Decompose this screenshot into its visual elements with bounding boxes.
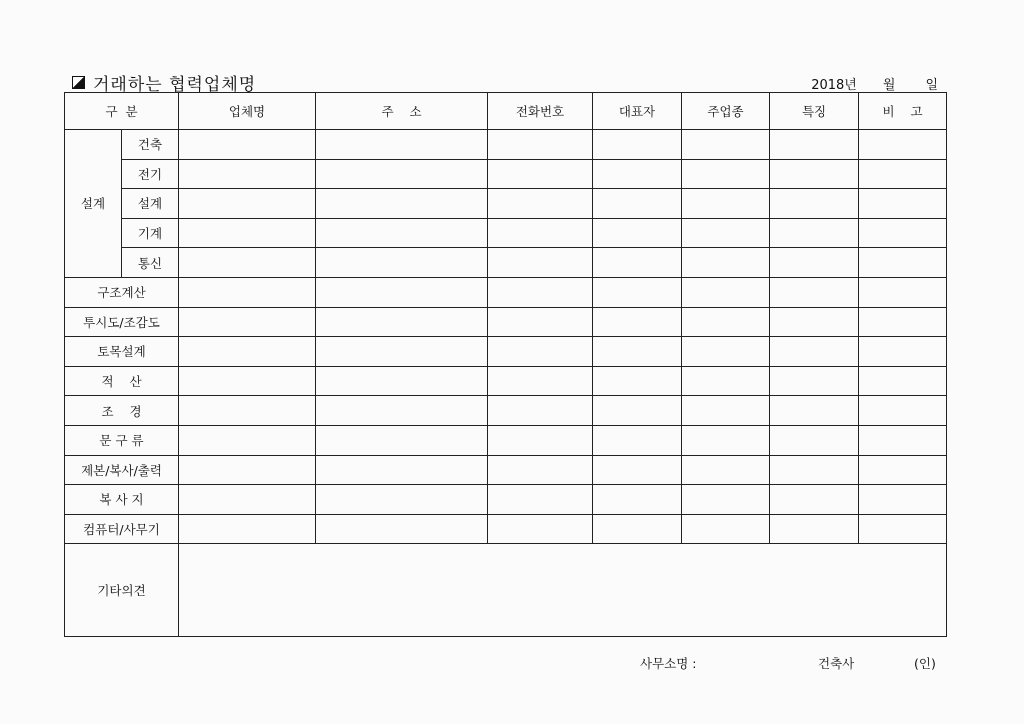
cell[interactable] [179, 514, 316, 544]
cell[interactable] [179, 485, 316, 515]
cell[interactable] [488, 425, 593, 455]
col-header-category: 구 분 [65, 93, 179, 130]
cell[interactable] [682, 485, 770, 515]
cell[interactable] [682, 218, 770, 248]
cell[interactable] [488, 514, 593, 544]
cell[interactable] [316, 396, 488, 426]
row-label: 문 구 류 [65, 425, 179, 455]
cell[interactable] [179, 425, 316, 455]
cell[interactable] [682, 277, 770, 307]
cell[interactable] [316, 277, 488, 307]
row-label: 투시도/조감도 [65, 307, 179, 337]
cell[interactable] [488, 337, 593, 367]
cell[interactable] [316, 189, 488, 219]
cell[interactable] [682, 425, 770, 455]
cell[interactable] [316, 425, 488, 455]
cell[interactable] [770, 485, 859, 515]
cell[interactable] [770, 218, 859, 248]
table-row [65, 277, 947, 307]
partner-table [64, 92, 947, 637]
col-header-note: 비 고 [859, 93, 947, 130]
cell[interactable] [488, 485, 593, 515]
table-row [65, 485, 947, 515]
col-header-address: 주 소 [316, 93, 488, 130]
cell[interactable] [859, 218, 947, 248]
row-label: 조 경 [65, 396, 179, 426]
col-header-company: 업체명 [179, 93, 316, 130]
cell[interactable] [316, 218, 488, 248]
cell[interactable] [316, 307, 488, 337]
cell[interactable] [682, 159, 770, 189]
row-label: 컴퓨터/사무기 [65, 514, 179, 544]
other-opinion-row [65, 544, 947, 637]
row-label: 설계 [122, 189, 179, 219]
cell[interactable] [488, 218, 593, 248]
row-label: 토목설계 [65, 337, 179, 367]
cell[interactable] [179, 366, 316, 396]
cell[interactable] [859, 277, 947, 307]
row-label: 전기 [122, 159, 179, 189]
date-month: 월 [882, 78, 896, 93]
date-line [811, 74, 938, 93]
table-row [65, 248, 947, 278]
cell[interactable] [488, 307, 593, 337]
table-row [65, 514, 947, 544]
table-row [65, 307, 947, 337]
cell[interactable] [859, 189, 947, 219]
row-label: 구조계산 [65, 277, 179, 307]
cell[interactable] [859, 159, 947, 189]
cell[interactable] [593, 307, 682, 337]
cell[interactable] [682, 514, 770, 544]
table-row [65, 130, 947, 160]
cell[interactable] [488, 159, 593, 189]
col-header-feature: 특징 [770, 93, 859, 130]
cell[interactable] [316, 159, 488, 189]
cell[interactable] [859, 130, 947, 160]
other-opinion-field[interactable] [179, 544, 947, 637]
cell[interactable] [488, 366, 593, 396]
cell[interactable] [593, 277, 682, 307]
cell[interactable] [593, 159, 682, 189]
cell[interactable] [682, 307, 770, 337]
cell[interactable] [859, 425, 947, 455]
cell[interactable] [179, 218, 316, 248]
cell[interactable] [770, 337, 859, 367]
other-opinion-label: 기타의견 [65, 544, 179, 637]
cell[interactable] [316, 130, 488, 160]
col-header-representative: 대표자 [593, 93, 682, 130]
square-bullet-icon [72, 76, 85, 89]
cell[interactable] [593, 514, 682, 544]
cell[interactable] [682, 248, 770, 278]
cell[interactable] [488, 189, 593, 219]
cell[interactable] [179, 189, 316, 219]
cell[interactable] [859, 455, 947, 485]
cell[interactable] [593, 396, 682, 426]
cell[interactable] [316, 248, 488, 278]
cell[interactable] [179, 248, 316, 278]
row-label: 적 산 [65, 366, 179, 396]
cell[interactable] [770, 130, 859, 160]
table-row [65, 366, 947, 396]
cell[interactable] [316, 337, 488, 367]
cell[interactable] [316, 366, 488, 396]
cell[interactable] [488, 248, 593, 278]
cell[interactable] [488, 130, 593, 160]
table-row [65, 159, 947, 189]
table-row [65, 396, 947, 426]
date-year: 2018년 [811, 78, 857, 93]
cell[interactable] [316, 514, 488, 544]
cell[interactable] [770, 277, 859, 307]
cell[interactable] [179, 455, 316, 485]
cell[interactable] [770, 159, 859, 189]
cell[interactable] [682, 366, 770, 396]
cell[interactable] [859, 514, 947, 544]
table-row [65, 189, 947, 219]
row-label: 기계 [122, 218, 179, 248]
cell[interactable] [593, 425, 682, 455]
cell[interactable] [770, 514, 859, 544]
col-header-business: 주업종 [682, 93, 770, 130]
col-header-phone: 전화번호 [488, 93, 593, 130]
cell[interactable] [593, 218, 682, 248]
cell[interactable] [179, 337, 316, 367]
cell[interactable] [488, 396, 593, 426]
cell[interactable] [179, 130, 316, 160]
row-label: 통신 [122, 248, 179, 278]
cell[interactable] [770, 366, 859, 396]
cell[interactable] [316, 485, 488, 515]
cell[interactable] [593, 337, 682, 367]
cell[interactable] [770, 307, 859, 337]
row-label: 건축 [122, 130, 179, 160]
office-name-label: 사무소명 : [640, 656, 697, 671]
cell[interactable] [770, 455, 859, 485]
cell[interactable] [770, 189, 859, 219]
cell[interactable] [682, 130, 770, 160]
cell[interactable] [859, 366, 947, 396]
cell[interactable] [859, 485, 947, 515]
cell[interactable] [682, 396, 770, 426]
header-row [65, 93, 947, 130]
cell[interactable] [859, 307, 947, 337]
date-day: 일 [925, 78, 938, 93]
cell[interactable] [316, 455, 488, 485]
row-label: 복 사 지 [65, 485, 179, 515]
cell[interactable] [593, 248, 682, 278]
cell[interactable] [682, 455, 770, 485]
cell[interactable] [488, 455, 593, 485]
design-group-label: 설계 [65, 130, 122, 278]
table-row [65, 425, 947, 455]
cell[interactable] [593, 366, 682, 396]
cell[interactable] [593, 485, 682, 515]
form-title-text: 거래하는 협력업체명 [93, 75, 257, 95]
cell[interactable] [859, 337, 947, 367]
cell[interactable] [593, 189, 682, 219]
table-row [65, 218, 947, 248]
row-label: 제본/복사/출력 [65, 455, 179, 485]
cell[interactable] [179, 277, 316, 307]
cell[interactable] [682, 337, 770, 367]
cell[interactable] [593, 455, 682, 485]
cell[interactable] [682, 189, 770, 219]
cell[interactable] [488, 277, 593, 307]
cell[interactable] [179, 307, 316, 337]
table-row [65, 455, 947, 485]
cell[interactable] [179, 396, 316, 426]
cell[interactable] [593, 130, 682, 160]
table-row [65, 337, 947, 367]
architect-label: 건축사 [818, 656, 855, 671]
cell[interactable] [770, 425, 859, 455]
cell[interactable] [859, 248, 947, 278]
cell[interactable] [179, 159, 316, 189]
cell[interactable] [770, 248, 859, 278]
cell[interactable] [770, 396, 859, 426]
seal-label: (인) [914, 656, 936, 671]
cell[interactable] [859, 396, 947, 426]
